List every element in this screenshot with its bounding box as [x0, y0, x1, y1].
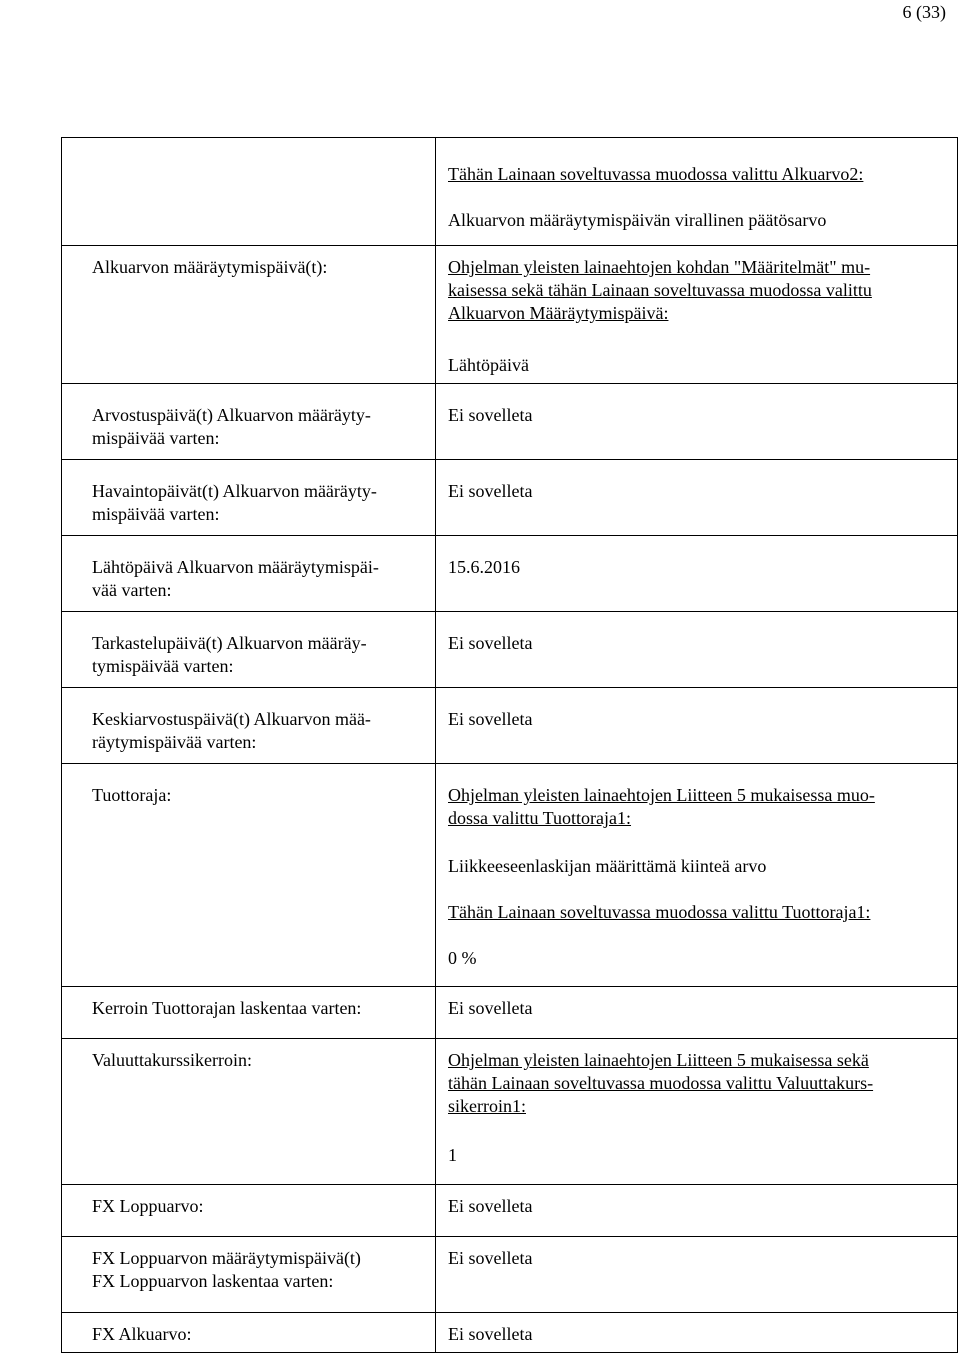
terms-table: [61, 137, 958, 1353]
row-value-heading: Tähän Lainaan soveltuvassa muodossa valittu Tuottoraja1:: [448, 902, 871, 922]
row-value: Lähtöpäivä: [448, 355, 529, 375]
row-value: 0 %: [448, 948, 477, 968]
row-label: Kerroin Tuottorajan laskentaa varten:: [92, 998, 362, 1018]
row-value-heading: Ohjelman yleisten lainaehtojen Liitteen 5 mukaisessa sekä tähän Lainaan soveltuvassa muodossa valittu Valuuttakurs- sikerroin1:: [448, 1050, 874, 1116]
row-label: Arvostuspäivä(t) Alkuarvon määräyty- mispäivää varten:: [92, 405, 371, 448]
row-label: Alkuarvon määräytymispäivä(t):: [92, 257, 328, 277]
row-value-heading: Ohjelman yleisten lainaehtojen kohdan "Määritelmät" mu- kaisessa sekä tähän Lainaan soveltuvassa muodossa valittu Alkuarvon Määräytymispäivä:: [448, 257, 872, 323]
row-label: FX Alkuarvo:: [92, 1324, 192, 1344]
row-value-heading: Ohjelman yleisten lainaehtojen Liitteen 5 mukaisessa muo- dossa valittu Tuottoraja1:: [448, 785, 875, 828]
row-value: Ei sovelleta: [448, 998, 533, 1018]
page-number: 6 (33): [902, 2, 946, 22]
row-value: Ei sovelleta: [448, 1196, 533, 1216]
row-value: Alkuarvon määräytymispäivän virallinen päätösarvo: [448, 210, 827, 230]
row-value: Liikkeeseenlaskijan määrittämä kiinteä arvo: [448, 856, 767, 876]
row-label: FX Loppuarvon määräytymispäivä(t) FX Loppuarvon laskentaa varten:: [92, 1248, 361, 1291]
row-label: FX Loppuarvo:: [92, 1196, 204, 1216]
row-label: Tuottoraja:: [92, 785, 172, 805]
row-value: 15.6.2016: [448, 557, 520, 577]
row-value: Ei sovelleta: [448, 633, 533, 653]
row-label: Tarkastelupäivä(t) Alkuarvon määräy- tymispäivää varten:: [92, 633, 367, 676]
row-value-heading: Tähän Lainaan soveltuvassa muodossa valittu Alkuarvo2:: [448, 164, 864, 184]
row-value: Ei sovelleta: [448, 405, 533, 425]
row-label: Keskiarvostuspäivä(t) Alkuarvon mää- räytymispäivää varten:: [92, 709, 371, 752]
row-label: Valuuttakurssikerroin:: [92, 1050, 252, 1070]
row-value: Ei sovelleta: [448, 709, 533, 729]
row-value: Ei sovelleta: [448, 1248, 533, 1268]
row-value: Ei sovelleta: [448, 481, 533, 501]
row-label: Lähtöpäivä Alkuarvon määräytymispäi- vää varten:: [92, 557, 379, 600]
row-value: Ei sovelleta: [448, 1324, 533, 1344]
row-value: 1: [448, 1145, 457, 1165]
row-label: Havaintopäivät(t) Alkuarvon määräyty- mispäivää varten:: [92, 481, 377, 524]
